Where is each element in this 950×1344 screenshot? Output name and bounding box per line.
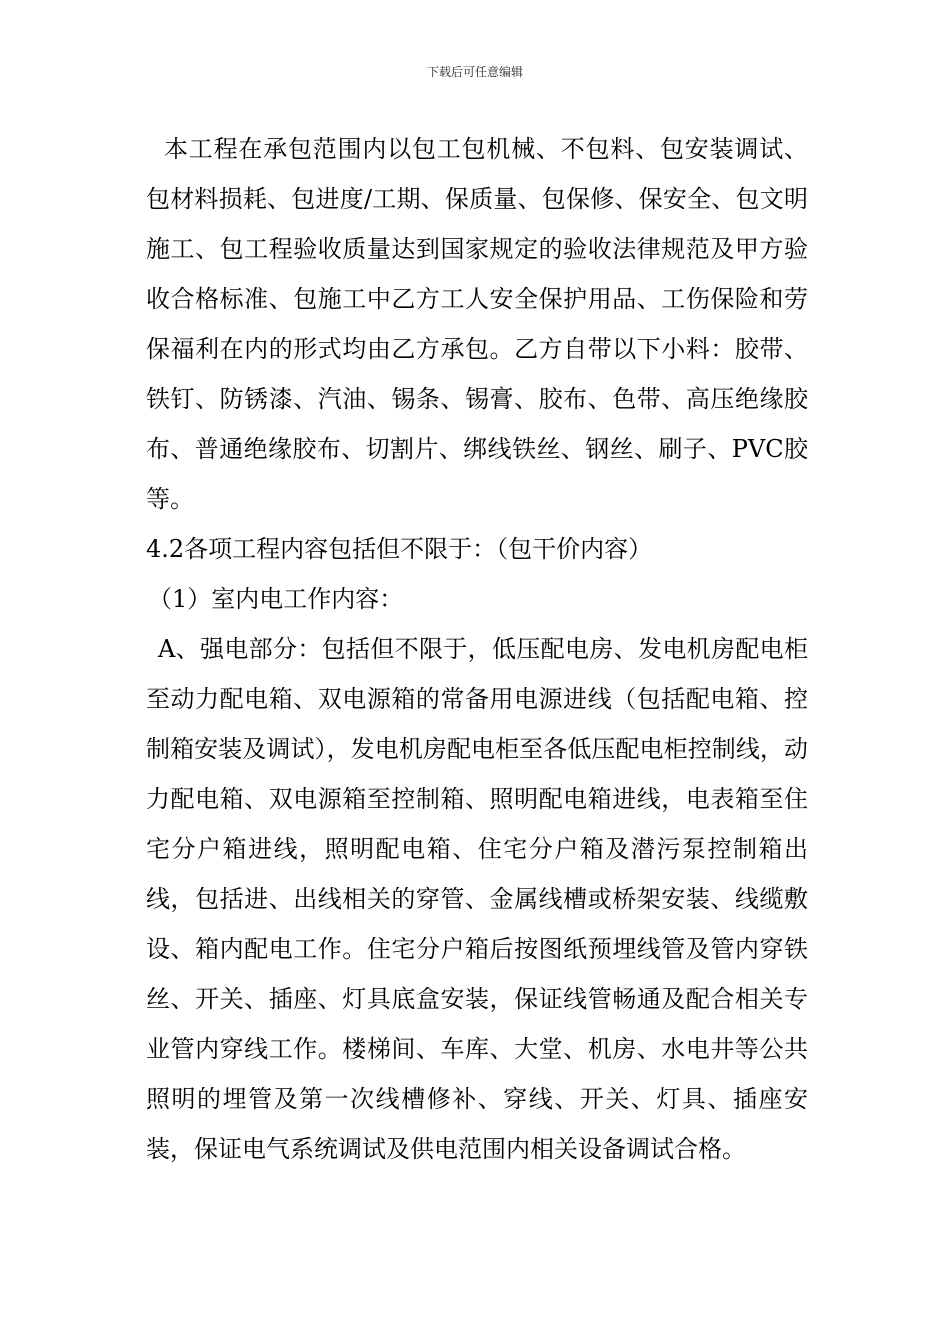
paragraph-contract-scope: 本工程在承包范围内以包工包机械、不包料、包安装调试、包材料损耗、包进度/工期、保质量、包保修、保安全、包文明施工、包工程验收质量达到国家规定的验收法律规范及甲方验收合格标准、包施工中乙方工人安全保护用品、工伤保险和劳保福利在内的形式均由乙方承包。乙方自带以下小料：胶带、铁钉、防锈漆、汽油、锡条、锡膏、胶布、色带、高压绝缘胶布、普通绝缘胶布、切割片、绑线铁丝、钢丝、刷子、PVC胶等。 [146,135,808,513]
document-body [146,124,808,1174]
section-heading-4-2: 4.2各项工程内容包括但不限于：（包干价内容） [146,535,653,563]
paragraph-strong-current: A、强电部分：包括但不限于，低压配电房、发电机房配电柜至动力配电箱、双电源箱的常备用电源进线（包括配电箱、控制箱安装及调试），发电机房配电柜至各低压配电柜控制线，动力配电箱、双电源箱至控制箱、照明配电箱进线，电表箱至住宅分户箱进线，照明配电箱、住宅分户箱及潜污泵控制箱出线，包括进、出线相关的穿管、金属线槽或桥架安装、线缆敷设、箱内配电工作。住宅分户箱后按图纸预埋线管及管内穿铁丝、开关、插座、灯具底盒安装，保证线管畅通及配合相关专业管内穿线工作。楼梯间、车库、大堂、机房、水电井等公共照明的埋管及第一次线槽修补、穿线、开关、灯具、插座安装，保证电气系统调试及供电范围内相关设备调试合格。 [146,635,808,1163]
subsection-heading-indoor-electrical: （1）室内电工作内容： [148,585,404,613]
page-header: 下载后可任意编辑 [426,65,523,79]
